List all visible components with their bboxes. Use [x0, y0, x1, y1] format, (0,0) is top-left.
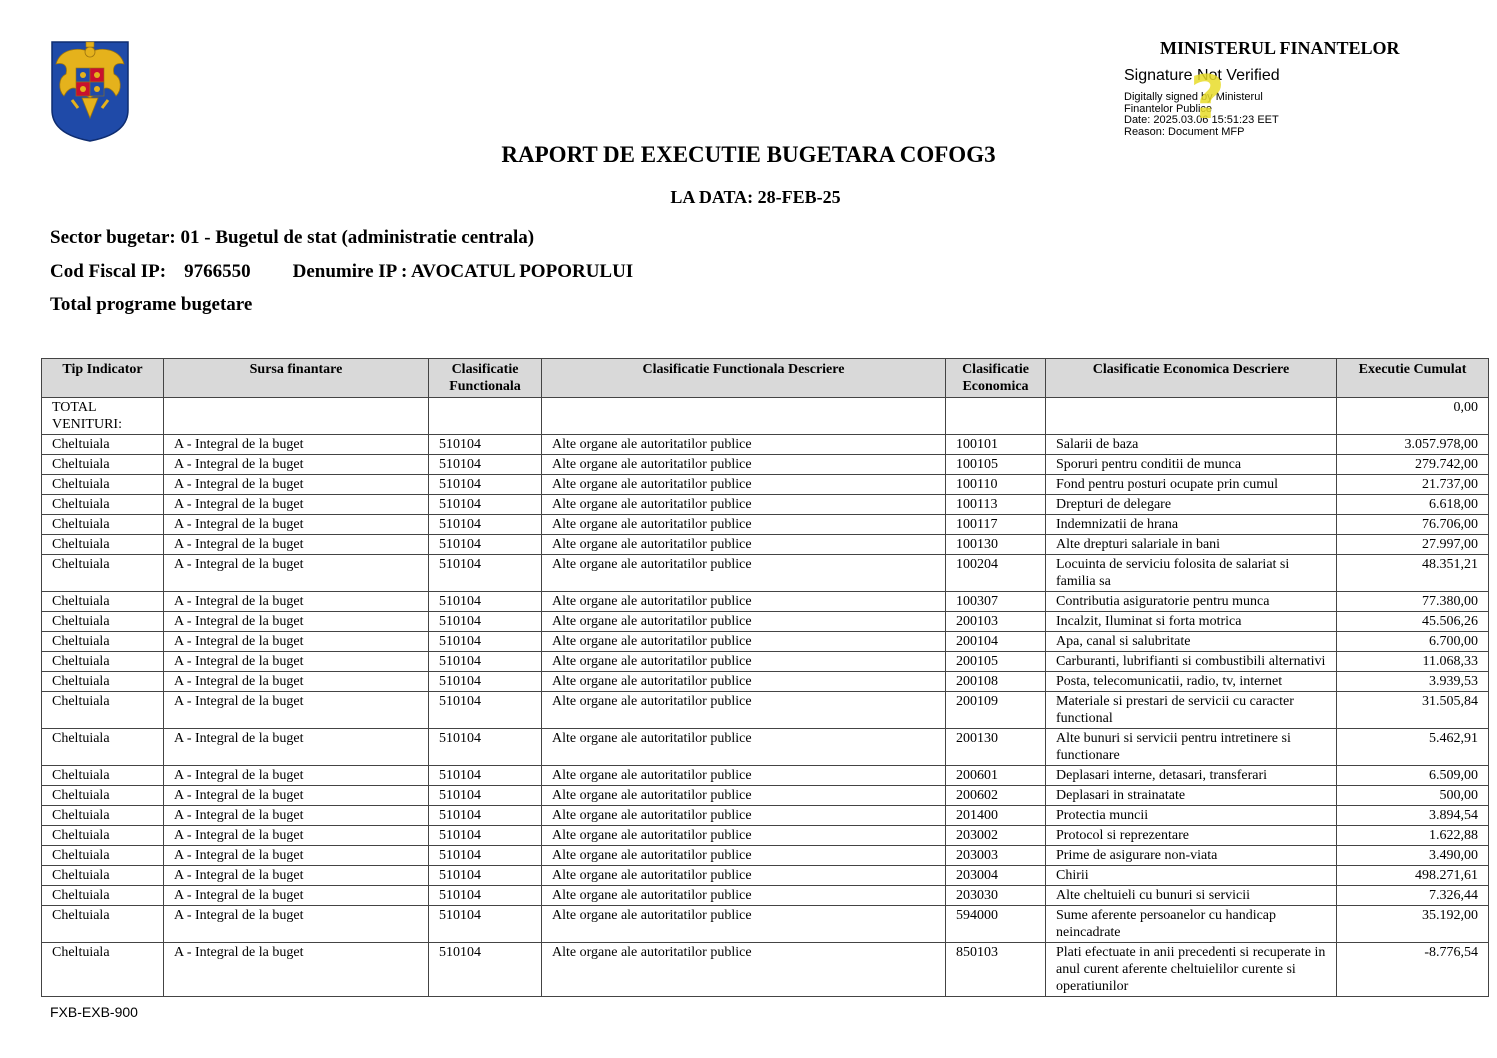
- table-cell: Alte cheltuieli cu bunuri si servicii: [1046, 886, 1337, 906]
- table-cell: A - Integral de la buget: [164, 886, 429, 906]
- table-cell: Materiale si prestari de servicii cu caracter functional: [1046, 692, 1337, 729]
- table-cell: Cheltuiala: [42, 475, 164, 495]
- cod-fiscal-value: 9766550: [184, 261, 251, 282]
- table-cell: Cheltuiala: [42, 455, 164, 475]
- footer-code: FXB-EXB-900: [50, 1004, 138, 1020]
- table-cell: Alte organe ale autoritatilor publice: [542, 672, 946, 692]
- table-row: [42, 632, 1489, 652]
- table-cell: 510104: [429, 846, 542, 866]
- table-cell: 510104: [429, 786, 542, 806]
- table-cell: Alte organe ale autoritatilor publice: [542, 632, 946, 652]
- table-cell: 45.506,26: [1337, 612, 1489, 632]
- table-row: [42, 612, 1489, 632]
- table-cell: Indemnizatii de hrana: [1046, 515, 1337, 535]
- table-cell: A - Integral de la buget: [164, 766, 429, 786]
- table-cell: Alte organe ale autoritatilor publice: [542, 826, 946, 846]
- table-cell: Cheltuiala: [42, 729, 164, 766]
- table-cell: [946, 398, 1046, 435]
- table-cell: Cheltuiala: [42, 672, 164, 692]
- table-cell: Alte organe ale autoritatilor publice: [542, 592, 946, 612]
- table-cell: TOTAL VENITURI:: [42, 398, 164, 435]
- table-cell: Cheltuiala: [42, 766, 164, 786]
- table-cell: Alte organe ale autoritatilor publice: [542, 535, 946, 555]
- table-cell: Alte organe ale autoritatilor publice: [542, 943, 946, 997]
- table-cell: 200601: [946, 766, 1046, 786]
- table-cell: 3.939,53: [1337, 672, 1489, 692]
- column-header: Sursa finantare: [164, 359, 429, 398]
- table-cell: 200104: [946, 632, 1046, 652]
- table-row: [42, 866, 1489, 886]
- table-cell: Protocol si reprezentare: [1046, 826, 1337, 846]
- table-cell: Alte organe ale autoritatilor publice: [542, 515, 946, 535]
- table-cell: 3.057.978,00: [1337, 435, 1489, 455]
- table-cell: 100110: [946, 475, 1046, 495]
- table-cell: 510104: [429, 475, 542, 495]
- table-cell: 27.997,00: [1337, 535, 1489, 555]
- table-row: [42, 592, 1489, 612]
- table-cell: Cheltuiala: [42, 846, 164, 866]
- table-cell: Alte organe ale autoritatilor publice: [542, 729, 946, 766]
- table-cell: 200130: [946, 729, 1046, 766]
- table-cell: A - Integral de la buget: [164, 555, 429, 592]
- table-row: [42, 806, 1489, 826]
- table-cell: Cheltuiala: [42, 592, 164, 612]
- table-cell: 510104: [429, 766, 542, 786]
- table-cell: Incalzit, Iluminat si forta motrica: [1046, 612, 1337, 632]
- table-cell: A - Integral de la buget: [164, 943, 429, 997]
- table-cell: 510104: [429, 866, 542, 886]
- table-cell: Prime de asigurare non-viata: [1046, 846, 1337, 866]
- report-title: RAPORT DE EXECUTIE BUGETARA COFOG3: [501, 142, 996, 167]
- table-cell: A - Integral de la buget: [164, 652, 429, 672]
- ministry-name: MINISTERUL FINANTELOR: [1160, 38, 1400, 58]
- column-header: Clasificatie Functionala: [429, 359, 542, 398]
- table-cell: 510104: [429, 515, 542, 535]
- table-cell: 100204: [946, 555, 1046, 592]
- table-row: [42, 652, 1489, 672]
- table-cell: Alte organe ale autoritatilor publice: [542, 886, 946, 906]
- table-cell: 510104: [429, 555, 542, 592]
- table-cell: Sume aferente persoanelor cu handicap neincadrate: [1046, 906, 1337, 943]
- table-cell: A - Integral de la buget: [164, 495, 429, 515]
- table-cell: A - Integral de la buget: [164, 475, 429, 495]
- table-cell: Alte organe ale autoritatilor publice: [542, 846, 946, 866]
- report-date: LA DATA: 28-FEB-25: [670, 187, 841, 207]
- table-cell: Alte organe ale autoritatilor publice: [542, 475, 946, 495]
- table-cell: A - Integral de la buget: [164, 692, 429, 729]
- table-cell: [542, 398, 946, 435]
- table-cell: A - Integral de la buget: [164, 455, 429, 475]
- table-row: [42, 766, 1489, 786]
- table-body: [42, 398, 1489, 997]
- table-cell: 203030: [946, 886, 1046, 906]
- table-cell: 100117: [946, 515, 1046, 535]
- signature-line: Digitally signed by Ministerul: [1124, 91, 1263, 103]
- table-cell: 35.192,00: [1337, 906, 1489, 943]
- table-cell: 510104: [429, 652, 542, 672]
- table-cell: A - Integral de la buget: [164, 612, 429, 632]
- table-cell: Cheltuiala: [42, 806, 164, 826]
- programs-title: Total programe bugetare: [50, 294, 253, 315]
- table-row: [42, 475, 1489, 495]
- table-cell: 510104: [429, 495, 542, 515]
- table-cell: 200602: [946, 786, 1046, 806]
- table-cell: Alte organe ale autoritatilor publice: [542, 612, 946, 632]
- table-cell: 510104: [429, 806, 542, 826]
- table-cell: 510104: [429, 672, 542, 692]
- table-cell: [164, 398, 429, 435]
- table-cell: Cheltuiala: [42, 535, 164, 555]
- table-cell: Alte bunuri si servicii pentru intretinere si functionare: [1046, 729, 1337, 766]
- table-row: [42, 943, 1489, 997]
- table-row: [42, 555, 1489, 592]
- table-cell: 11.068,33: [1337, 652, 1489, 672]
- table-cell: 510104: [429, 592, 542, 612]
- table-cell: A - Integral de la buget: [164, 592, 429, 612]
- table-cell: 100101: [946, 435, 1046, 455]
- table-cell: Cheltuiala: [42, 786, 164, 806]
- table-cell: 7.326,44: [1337, 886, 1489, 906]
- table-row: [42, 535, 1489, 555]
- table-cell: Contributia asiguratorie pentru munca: [1046, 592, 1337, 612]
- table-cell: 510104: [429, 943, 542, 997]
- table-cell: Alte organe ale autoritatilor publice: [542, 766, 946, 786]
- table-cell: A - Integral de la buget: [164, 672, 429, 692]
- table-cell: -8.776,54: [1337, 943, 1489, 997]
- table-cell: 100105: [946, 455, 1046, 475]
- table-cell: Alte organe ale autoritatilor publice: [542, 786, 946, 806]
- table-cell: 510104: [429, 435, 542, 455]
- table-cell: 203003: [946, 846, 1046, 866]
- table-cell: Alte organe ale autoritatilor publice: [542, 692, 946, 729]
- table-cell: Deplasari interne, detasari, transferari: [1046, 766, 1337, 786]
- table-cell: Cheltuiala: [42, 612, 164, 632]
- table-cell: A - Integral de la buget: [164, 806, 429, 826]
- table-cell: 200103: [946, 612, 1046, 632]
- table-cell: 510104: [429, 692, 542, 729]
- institution-name: Denumire IP : AVOCATUL POPORULUI: [292, 261, 634, 282]
- table-row: [42, 729, 1489, 766]
- table-cell: 510104: [429, 886, 542, 906]
- table-cell: 5.462,91: [1337, 729, 1489, 766]
- table-cell: 279.742,00: [1337, 455, 1489, 475]
- table-cell: Cheltuiala: [42, 886, 164, 906]
- table-cell: 203004: [946, 866, 1046, 886]
- table-cell: Chirii: [1046, 866, 1337, 886]
- table-cell: 510104: [429, 729, 542, 766]
- table-cell: 77.380,00: [1337, 592, 1489, 612]
- table-cell: 6.618,00: [1337, 495, 1489, 515]
- table-cell: 3.490,00: [1337, 846, 1489, 866]
- table-cell: Alte organe ale autoritatilor publice: [542, 652, 946, 672]
- table-cell: 21.737,00: [1337, 475, 1489, 495]
- table-row: [42, 826, 1489, 846]
- table-cell: Posta, telecomunicatii, radio, tv, internet: [1046, 672, 1337, 692]
- table-cell: Salarii de baza: [1046, 435, 1337, 455]
- table-cell: [429, 398, 542, 435]
- fiscal-info-row: [50, 261, 651, 283]
- table-row: [42, 692, 1489, 729]
- table-cell: 3.894,54: [1337, 806, 1489, 826]
- table-row: [42, 495, 1489, 515]
- table-row: [42, 846, 1489, 866]
- table-cell: 594000: [946, 906, 1046, 943]
- table-row: [42, 515, 1489, 535]
- table-cell: A - Integral de la buget: [164, 435, 429, 455]
- table-cell: Apa, canal si salubritate: [1046, 632, 1337, 652]
- table-cell: 201400: [946, 806, 1046, 826]
- table-header-row: [42, 359, 1489, 398]
- table-cell: Plati efectuate in anii precedenti si recuperate in anul curent aferente cheltuielilor curente si operatiunilor: [1046, 943, 1337, 997]
- table-cell: Cheltuiala: [42, 632, 164, 652]
- table-cell: Alte organe ale autoritatilor publice: [542, 555, 946, 592]
- table-cell: 500,00: [1337, 786, 1489, 806]
- table-cell: 510104: [429, 826, 542, 846]
- table-cell: Alte organe ale autoritatilor publice: [542, 906, 946, 943]
- table-cell: 510104: [429, 455, 542, 475]
- table-cell: 31.505,84: [1337, 692, 1489, 729]
- table-cell: 1.622,88: [1337, 826, 1489, 846]
- table-cell: Alte organe ale autoritatilor publice: [542, 435, 946, 455]
- table-cell: Cheltuiala: [42, 692, 164, 729]
- table-cell: Sporuri pentru conditii de munca: [1046, 455, 1337, 475]
- table-cell: Alte organe ale autoritatilor publice: [542, 455, 946, 475]
- cod-fiscal-label: Cod Fiscal IP:: [50, 261, 167, 282]
- table-cell: 100307: [946, 592, 1046, 612]
- table-cell: 48.351,21: [1337, 555, 1489, 592]
- table-cell: A - Integral de la buget: [164, 846, 429, 866]
- question-mark-icon: ?: [1190, 63, 1225, 133]
- signature-block: [1124, 63, 1374, 138]
- table-cell: 203002: [946, 826, 1046, 846]
- table-cell: Deplasari in strainatate: [1046, 786, 1337, 806]
- table-cell: 200105: [946, 652, 1046, 672]
- table-cell: Cheltuiala: [42, 515, 164, 535]
- table-cell: 510104: [429, 632, 542, 652]
- table-cell: Carburanti, lubrifianti si combustibili alternativi: [1046, 652, 1337, 672]
- table-cell: 6.700,00: [1337, 632, 1489, 652]
- table-cell: Alte organe ale autoritatilor publice: [542, 866, 946, 886]
- table-cell: Cheltuiala: [42, 435, 164, 455]
- table-cell: Fond pentru posturi ocupate prin cumul: [1046, 475, 1337, 495]
- table-cell: 200109: [946, 692, 1046, 729]
- table-cell: 510104: [429, 535, 542, 555]
- table-cell: 510104: [429, 906, 542, 943]
- table-cell: A - Integral de la buget: [164, 535, 429, 555]
- table-cell: Cheltuiala: [42, 826, 164, 846]
- signature-line: Date: 2025.03.06 15:51:23 EET: [1124, 114, 1279, 126]
- table-cell: Cheltuiala: [42, 495, 164, 515]
- table-cell: 498.271,61: [1337, 866, 1489, 886]
- table-cell: Cheltuiala: [42, 906, 164, 943]
- table-cell: A - Integral de la buget: [164, 866, 429, 886]
- table-cell: Cheltuiala: [42, 652, 164, 672]
- table-cell: A - Integral de la buget: [164, 632, 429, 652]
- table-cell: Protectia muncii: [1046, 806, 1337, 826]
- signature-line: Reason: Document MFP: [1124, 125, 1245, 138]
- table-cell: A - Integral de la buget: [164, 729, 429, 766]
- table-cell: A - Integral de la buget: [164, 786, 429, 806]
- table-cell: Alte drepturi salariale in bani: [1046, 535, 1337, 555]
- table-row: [42, 786, 1489, 806]
- column-header: Clasificatie Economica: [946, 359, 1046, 398]
- table-cell: 0,00: [1337, 398, 1489, 435]
- table-cell: Alte organe ale autoritatilor publice: [542, 495, 946, 515]
- signature-status: Signature Not Verified: [1124, 67, 1280, 84]
- table-cell: 6.509,00: [1337, 766, 1489, 786]
- table-cell: [1046, 398, 1337, 435]
- table-cell: 850103: [946, 943, 1046, 997]
- table-cell: A - Integral de la buget: [164, 826, 429, 846]
- table-cell: 100113: [946, 495, 1046, 515]
- signature-line: Finantelor Publice: [1124, 102, 1213, 115]
- budget-execution-table: [41, 358, 1489, 997]
- table-row: [42, 435, 1489, 455]
- table-row: [42, 398, 1489, 435]
- table-row: [42, 886, 1489, 906]
- romanian-coat-of-arms-icon: [50, 38, 130, 142]
- table-row: [42, 672, 1489, 692]
- table-row: [42, 906, 1489, 943]
- table-row: [42, 455, 1489, 475]
- table-cell: Locuinta de serviciu folosita de salariat si familia sa: [1046, 555, 1337, 592]
- table-cell: Alte organe ale autoritatilor publice: [542, 806, 946, 826]
- table-cell: Cheltuiala: [42, 555, 164, 592]
- table-cell: 100130: [946, 535, 1046, 555]
- column-header: Executie Cumulat: [1337, 359, 1489, 398]
- table-cell: Cheltuiala: [42, 943, 164, 997]
- column-header: Tip Indicator: [42, 359, 164, 398]
- table-cell: Drepturi de delegare: [1046, 495, 1337, 515]
- table-cell: 76.706,00: [1337, 515, 1489, 535]
- table-cell: 510104: [429, 612, 542, 632]
- column-header: Clasificatie Economica Descriere: [1046, 359, 1337, 398]
- table-cell: Cheltuiala: [42, 866, 164, 886]
- budget-sector: Sector bugetar: 01 - Bugetul de stat (administratie centrala): [50, 227, 535, 248]
- table-cell: A - Integral de la buget: [164, 906, 429, 943]
- table-cell: A - Integral de la buget: [164, 515, 429, 535]
- column-header: Clasificatie Functionala Descriere: [542, 359, 946, 398]
- table-cell: 200108: [946, 672, 1046, 692]
